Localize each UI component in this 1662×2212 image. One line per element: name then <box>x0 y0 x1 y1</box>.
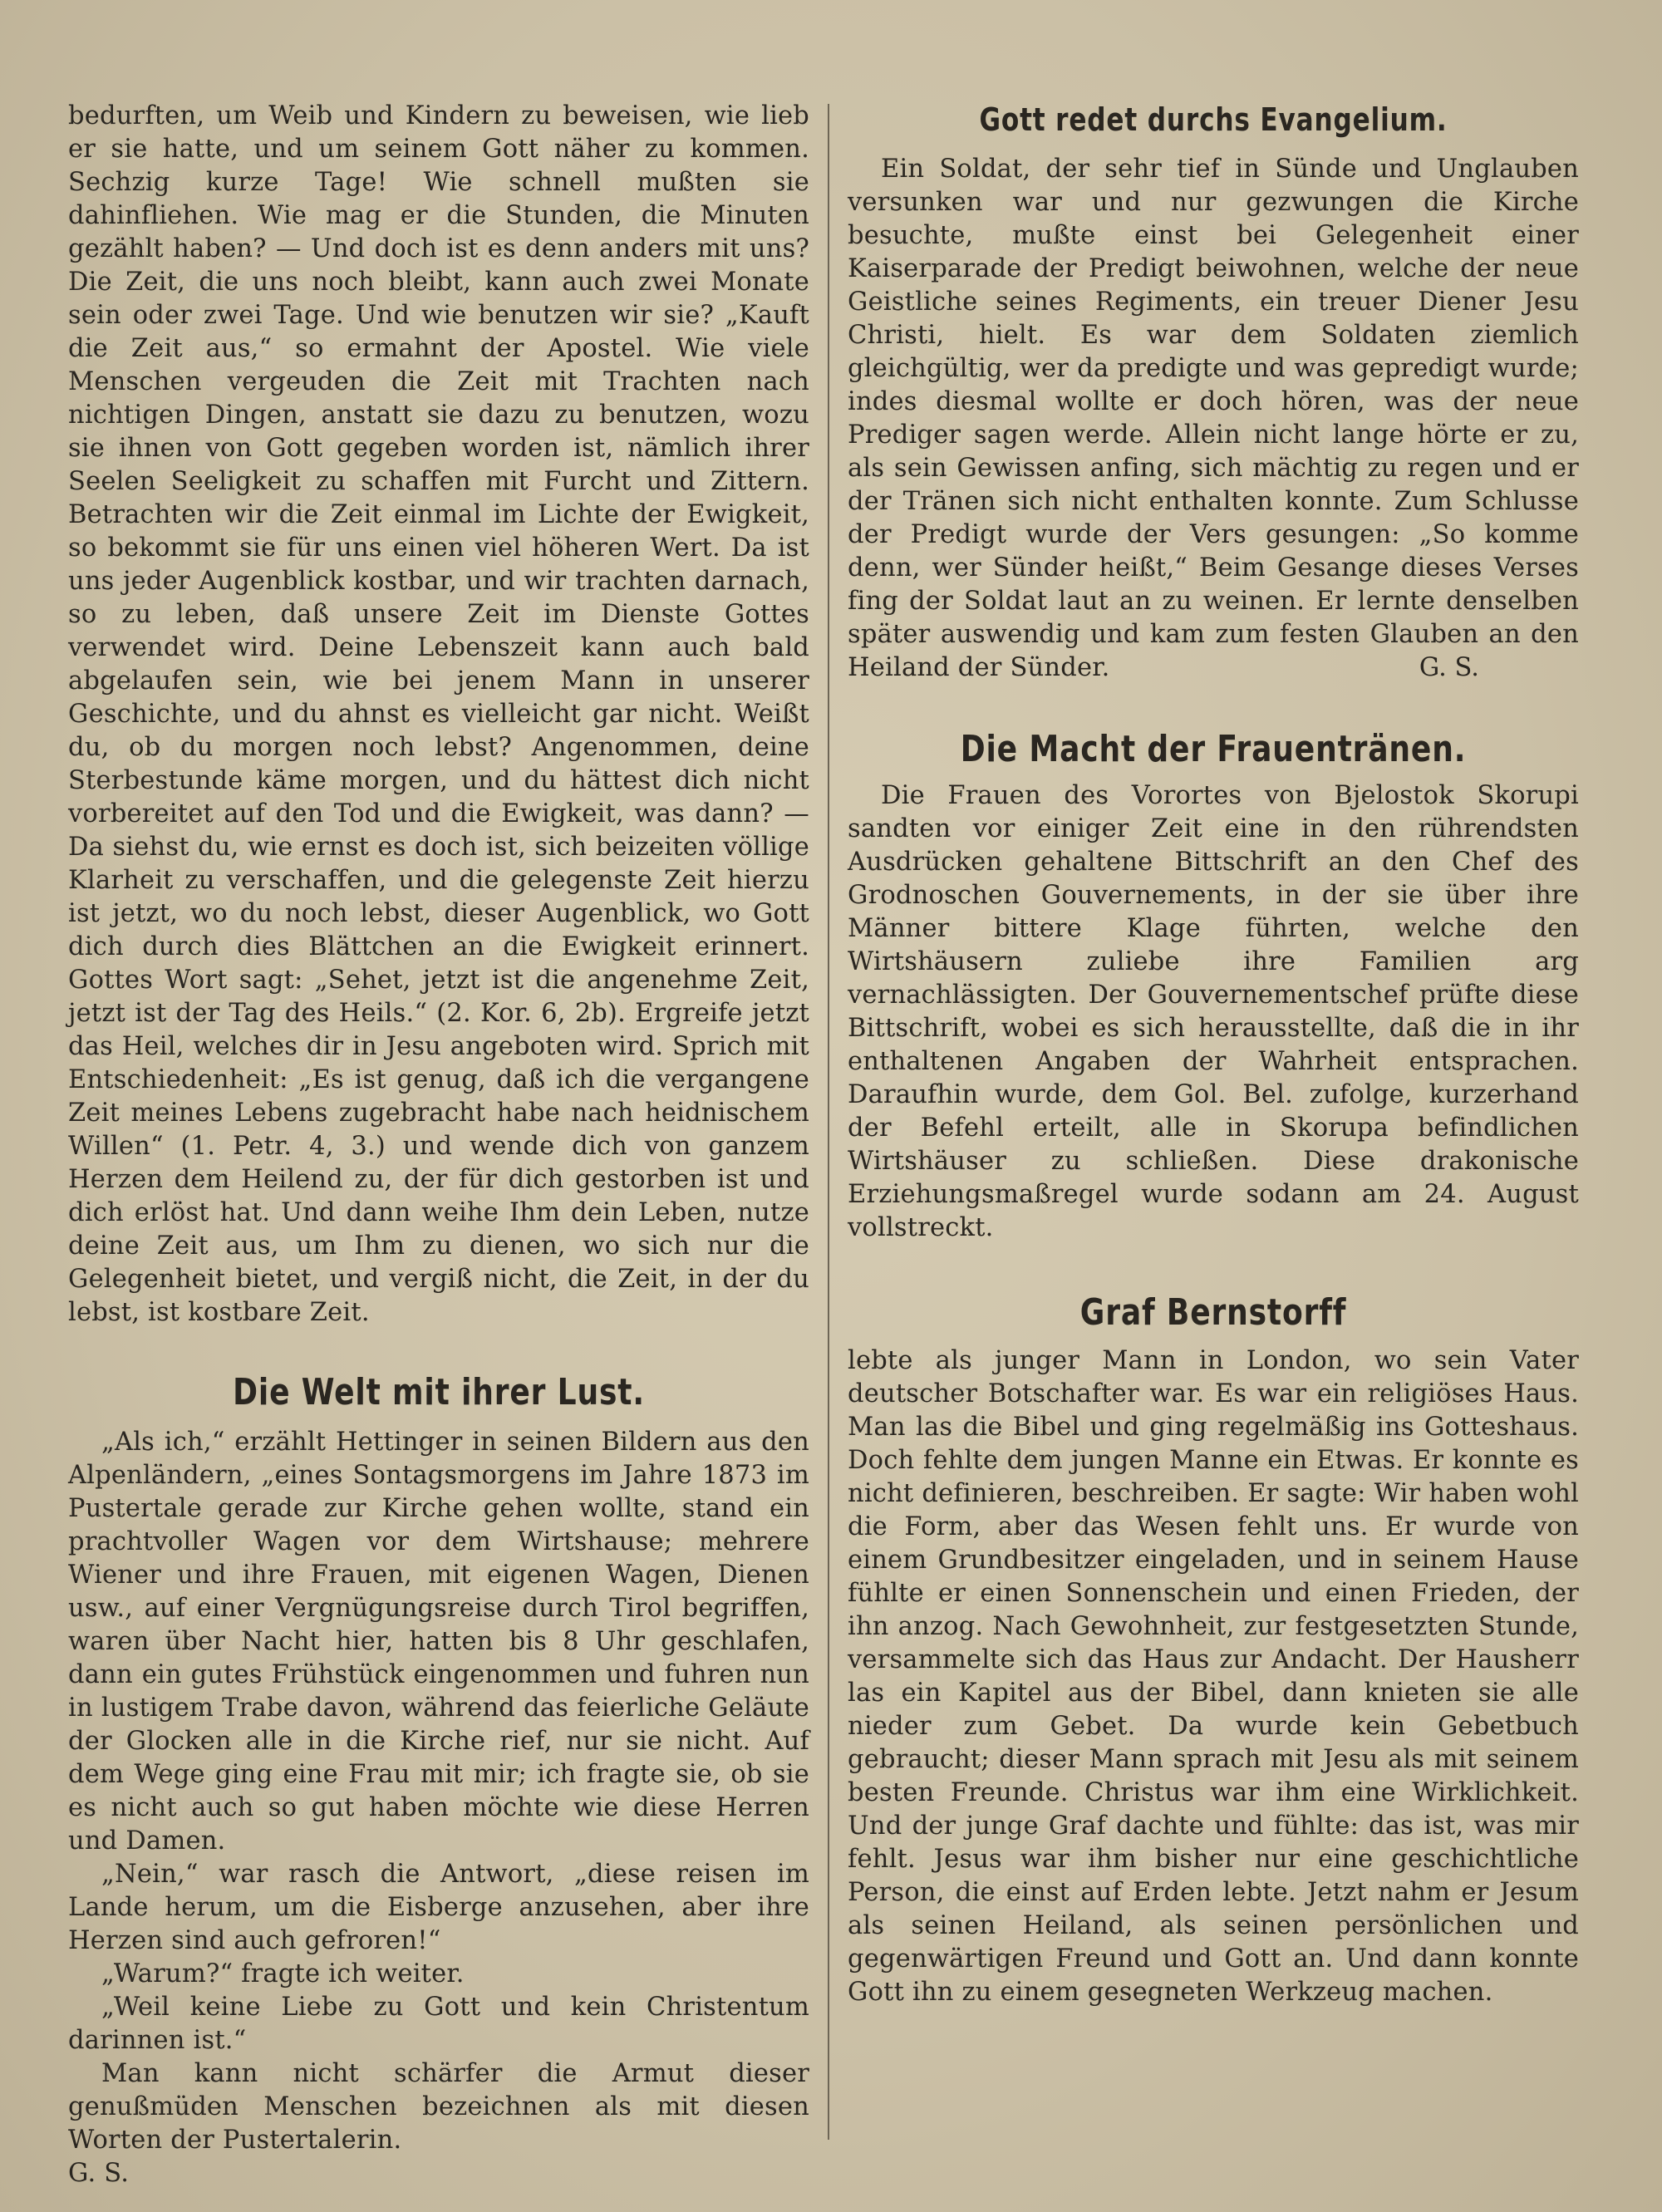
welt-signature: G. S. <box>68 2159 130 2188</box>
graf-paragraph: lebte als junger Mann in London, wo sein Vater deutscher Botschafter war. Es war ein religiöses Haus. Man las die Bibel und ging regelmäßig ins Gotteshaus. Doch fehlte dem jungen Manne ein Etwas. Er konnte es nicht definieren, beschreiben. Er sagte: Wir haben wohl die Form, aber das Wesen fehlt uns. Er wurde von einem Grundbesitzer eingeladen, und in seinem Hause fühlte er einen Sonnenschein und einen Frieden, der ihn anzog. Nach Gewohnheit, zur festgesetzten Stunde, versammelte sich das Haus zur Andacht. Der Hausherr las ein Kapitel aus der Bibel, dann knieten sie alle nieder zum Gebet. Da wurde kein Gebetbuch gebraucht; dieser Mann sprach mit Jesu als mit seinem besten Freunde. Christus war ihm eine Wirklichkeit. Und der junge Graf dachte und fühlte: das ist, was mir fehlt. Jesus war ihm bisher nur eine geschichtliche Person, die einst auf Erden lebte. Jetzt nahm er Jesum als seinen Heiland, als seinen persönlichen und gegenwärtigen Freund und Gott an. Und dann konnte Gott ihn zu einem gesegneten Werkzeug machen. <box>848 1346 1579 2007</box>
left-column <box>68 100 809 2190</box>
column-divider <box>828 104 829 2140</box>
welt-paragraph-1: „Als ich,“ erzählt Hettinger in seinen Bildern aus den Alpenländern, „eines Sontagsmorgens im Jahre 1873 im Pustertale gerade zur Kirche gehen wollte, stand ein prachtvoller Wagen vor dem Wirtshause; mehrere Wiener und ihre Frauen, mit eigenen Wagen, Dienen usw., auf einer Vergnügungsreise durch Tirol begriffen, waren über Nacht hier, hatten bis 8 Uhr geschlafen, dann ein gutes Frühstück eingenommen und fuhren nun in lustigem Trabe davon, während das feierliche Geläute der Glocken alle in die Kirche rief, nur sie nicht. Auf dem Wege ging eine Frau mit mir; ich fragte sie, ob sie es nicht auch so gut haben möchte wie diese Herren und Damen. <box>68 1428 809 1856</box>
right-column <box>848 100 1579 2009</box>
welt-paragraph-4: „Weil keine Liebe zu Gott und kein Christentum darinnen ist.“ <box>68 1993 809 2055</box>
welt-paragraph-2: „Nein,“ war rasch die Antwort, „diese reisen im Lande herum, um die Eisberge anzusehen, aber ihre Herzen sind auch gefroren!“ <box>68 1860 809 1955</box>
article-continuation-paragraph: bedurften, um Weib und Kindern zu beweisen, wie lieb er sie hatte, und um seinem Gott näher zu kommen. Sechzig kurze Tage! Wie schnell mußten sie dahinfliehen. Wie mag er die Stunden, die Minuten gezählt haben? — Und doch ist es denn anders mit uns? Die Zeit, die uns noch bleibt, kann auch zwei Monate sein oder zwei Tage. Und wie benutzen wir sie? „Kauft die Zeit aus,“ so ermahnt der Apostel. Wie viele Menschen vergeuden die Zeit mit Trachten nach nichtigen Dingen, anstatt sie dazu zu benutzen, wozu sie ihnen von Gott gegeben worden ist, nämlich ihrer Seelen Seeligkeit zu schaffen mit Furcht und Zittern. Betrachten wir die Zeit einmal im Lichte der Ewigkeit, so bekommt sie für uns einen viel höheren Wert. Da ist uns jeder Augenblick kostbar, und wir trachten darnach, so zu leben, daß unsere Zeit im Dienste Gottes verwendet wird. Deine Lebenszeit kann auch bald abgelaufen sein, wie bei jenem Mann in unserer Geschichte, und du ahnst es vielleicht gar nicht. Weißt du, ob du morgen noch lebst? Angenommen, deine Sterbestunde käme morgen, und du hättest dich nicht vorbereitet auf den Tod und die Ewigkeit, was dann? — Da siehst du, wie ernst es doch ist, sich beizeiten völlige Klarheit zu verschaffen, und die gelegenste Zeit hierzu ist jetzt, wo du noch lebst, dieser Augenblick, wo Gott dich durch dies Blättchen an die Ewigkeit erinnert. Gottes Wort sagt: „Sehet, jetzt ist die angenehme Zeit, jetzt ist der Tag des Heils.“ (2. Kor. 6, 2b). Ergreife jetzt das Heil, welches dir in Jesu angeboten wird. Sprich mit Entschiedenheit: „Es ist genug, daß ich die vergangene Zeit meines Lebens zugebracht habe nach heidnischem Willen“ (1. Petr. 4, 3.) und wende dich von ganzem Herzen dem Heilend zu, der für dich gestorben ist und dich erlöst hat. Und dann weihe Ihm dein Leben, nutze deine Zeit aus, um Ihm zu dienen, wo sich nur die Gelegenheit bietet, und vergiß nicht, die Zeit, in der du lebst, ist kostbare Zeit. <box>68 101 809 1327</box>
welt-paragraph-3: „Warum?“ fragte ich weiter. <box>101 1959 465 1988</box>
macht-paragraph: Die Frauen des Vorortes von Bjelostok Skorupi sandten vor einiger Zeit eine in den rührendsten Ausdrücken gehaltene Bittschrift an den Chef des Grodnoschen Gouvernements, in der sie über ihre Männer bittere Klage führten, welche den Wirtshäusern zuliebe ihre Familien arg vernachlässigten. Der Gouvernementschef prüfte diese Bittschrift, wobei es sich herausstellte, daß die in ihr enthaltenen Angaben der Wahrheit entsprachen. Daraufhin wurde, dem Gol. Bel. zufolge, kurzerhand der Befehl erteilt, alle in Skorupa befindlichen Wirtshäuser zu schließen. Diese drakonische Erziehungsmaßregel wurde sodann am 24. August vollstreckt. <box>848 781 1579 1242</box>
article-title-graf: Graf Bernstorff <box>1079 1291 1347 1334</box>
gott-signature: G. S. <box>1419 653 1479 682</box>
article-title-welt: Die Welt mit ihrer Lust. <box>233 1371 645 1413</box>
article-title-macht: Die Macht der Frauentränen. <box>960 728 1467 770</box>
gott-paragraph: Ein Soldat, der sehr tief in Sünde und Unglauben versunken war und nur gezwungen die Kirche besuchte, mußte einst bei Gelegenheit einer Kaiserparade der Predigt beiwohnen, welche der neue Geistliche seines Regiments, ein treuer Diener Jesu Christi, hielt. Es war dem Soldaten ziemlich gleichgültig, wer da predigte und was gepredigt wurde; indes diesmal wollte er doch hören, was der neue Prediger sagen werde. Allein nicht lange hörte er zu, als sein Gewissen anfing, sich mächtig zu regen und er der Tränen sich nicht enthalten konnte. Zum Schlusse der Predigt wurde der Vers gesungen: „So komme denn, wer Sünder heißt,“ Beim Gesange dieses Verses fing der Soldat laut an zu weinen. Er lernte denselben später auswendig und kam zum festen Glauben an den Heiland der Sünder. <box>848 155 1579 682</box>
article-title-gott: Gott redet durchs Evangelium. <box>979 101 1448 138</box>
welt-paragraph-5: Man kann nicht schärfer die Armut dieser genußmüden Menschen bezeichnen als mit diesen Worten der Pustertalerin. <box>68 2059 809 2155</box>
